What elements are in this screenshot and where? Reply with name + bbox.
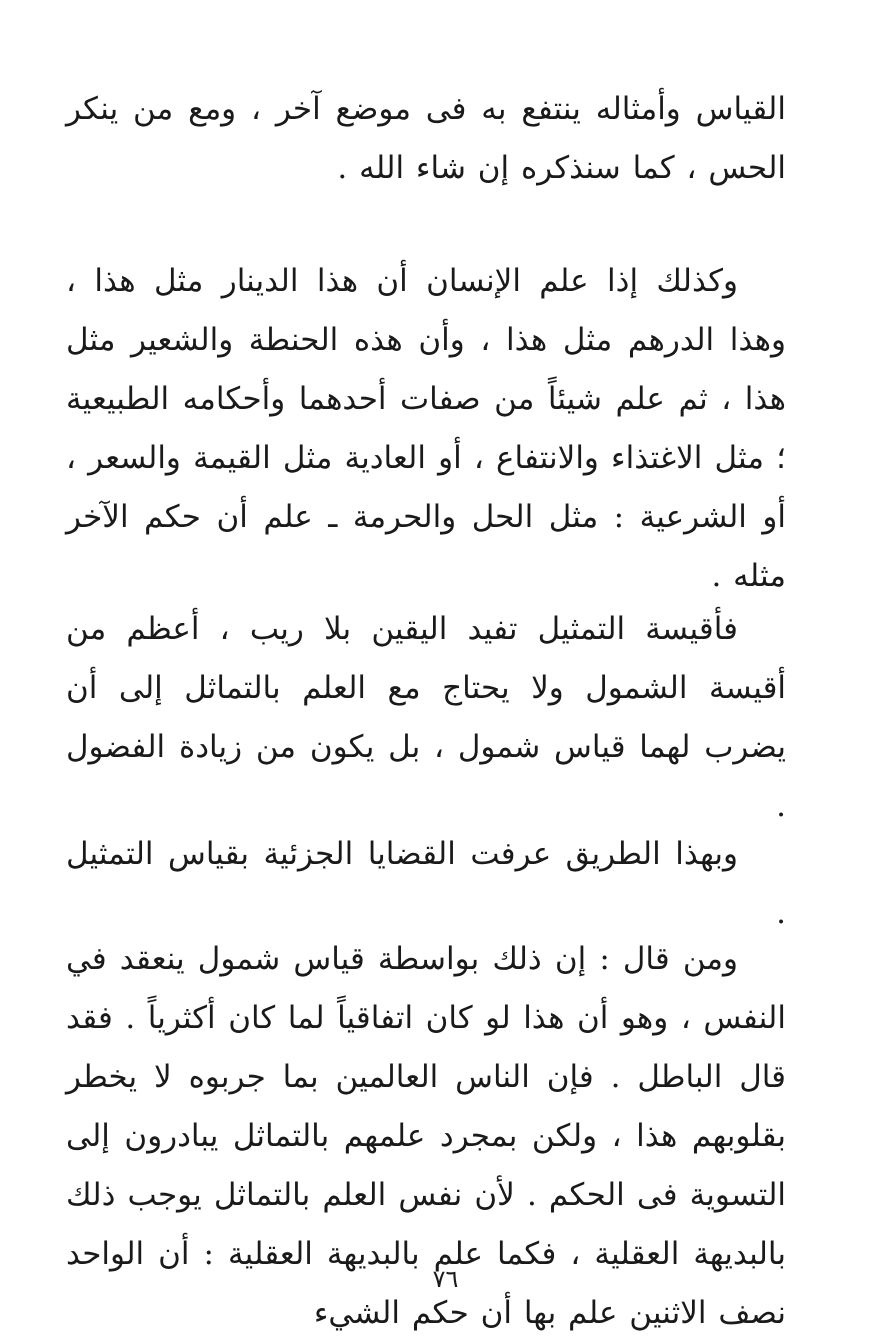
page-number: ٧٦ — [432, 1265, 459, 1293]
paragraph-5: ومن قال : إن ذلك بواسطة قياس شمول ينعقد في النفس ، وهو أن هذا لو كان اتفاقياً لما كان أكثرياً . فقد قال الباطل . فإن الناس العالمين بما جربوه لا يخطر بقلوبهم هذا ، ولكن بمجرد علمهم بالتماثل يبادرون إلى التسوية فى الحكم . لأن نفس العلم بالتماثل يوجب ذلك بالبديهة العقلية ، فكما علم بالبديهة العقلية : أن الواحد نصف الاثنين علم بها أن حكم الشيء — [66, 941, 786, 1331]
paragraph-2: وكذلك إذا علم الإنسان أن هذا الدينار مثل هذا ، وهذا الدرهم مثل هذا ، وأن هذه الحنطة والشعير مثل هذا ، ثم علم شيئاً من صفات أحدهما وأحكامه الطبيعية ؛ مثل الاغتذاء والانتفاع ، أو العادية مثل القيمة والسعر ، أو الشرعية : مثل الحل والحرمة ـ علم أن حكم الآخر مثله . — [66, 263, 786, 594]
paragraph-3: فأقيسة التمثيل تفيد اليقين بلا ريب ، أعظم من أقيسة الشمول ولا يحتاج مع العلم بالتماثل إلى أن يضرب لهما قياس شمول ، بل يكون من زيادة الفضول . — [66, 611, 786, 824]
paragraph-1: القياس وأمثاله ينتفع به فى موضع آخر ، ومع من ينكر الحس ، كما سنذكره إن شاء الله . — [66, 91, 786, 186]
paragraph-4: وبهذا الطريق عرفت القضايا الجزئية بقياس التمثيل . — [66, 836, 786, 931]
